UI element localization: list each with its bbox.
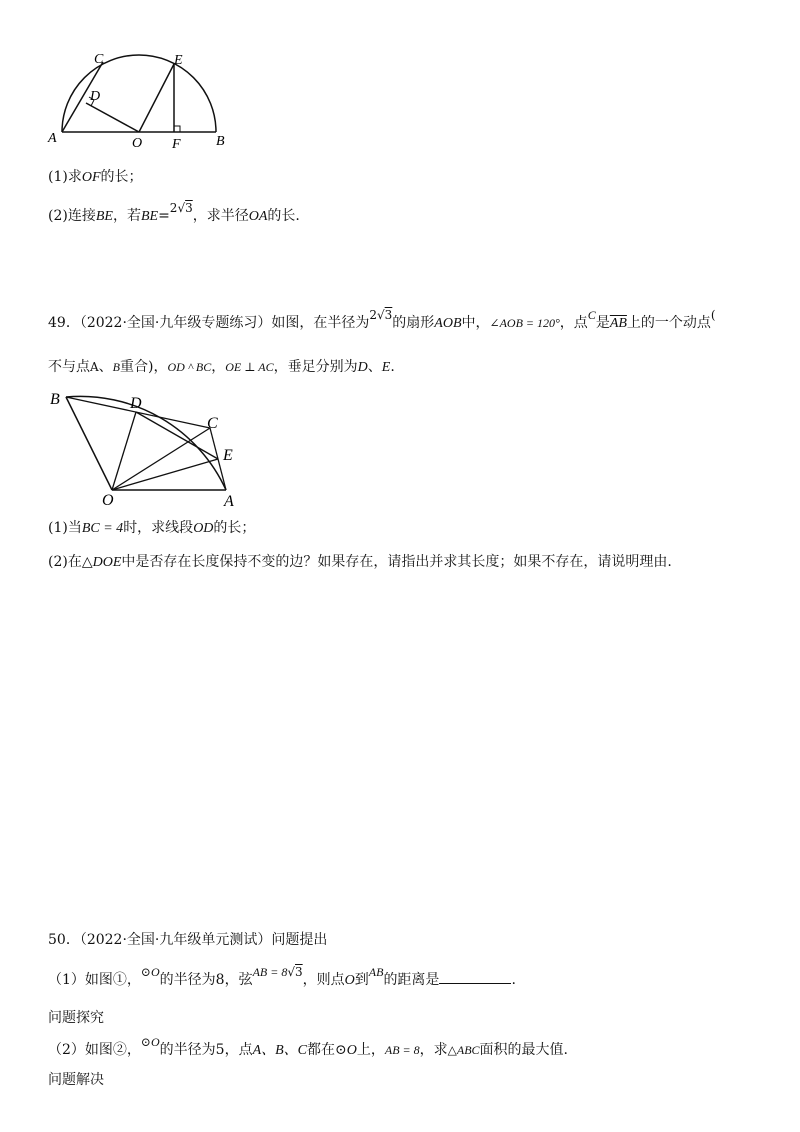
label-O: O [132,136,143,151]
label-D: D [90,89,101,104]
label-E: E [174,53,183,68]
p50-question-1: （1）如图①，⊙O的半径为8，弦AB = 8√3，则点O到AB的距离是 . [48,965,516,988]
p50-question-2: （2）如图②，⊙O的半径为5，点A、B、C都在⊙O上，AB = 8，求△ABC面积的最大值. [48,1035,568,1058]
p50-solve-heading: 问题解决 [48,1072,104,1088]
label-B: B [216,134,225,149]
label-D: D [130,395,142,412]
label-F: F [172,137,181,152]
answer-blank[interactable] [439,971,511,984]
sector-arc [66,396,226,490]
p49-statement-line1: 49．（2022·全国·九年级专题练习）如图，在半径为2√3的扇形AOB中，∠AOB = 120°，点C是$\overline{AB}$上的一个动点( [48,308,716,331]
p48-question-1: (1)求OF的长； [48,169,143,185]
label-E: E [223,447,233,464]
p50-header: 50．（2022·全国·九年级单元测试）问题提出 [48,932,328,948]
label-A: A [48,131,57,146]
p49-statement-line2: 不与点A、B重合)，OD ^ BC，OE ⊥ AC，垂足分别为D、E. [48,359,395,375]
label-A: A [224,493,234,510]
p49-question-1: (1)当BC = 4时，求线段OD的长； [48,520,256,536]
segment-OD [112,412,136,490]
segment-OD [86,103,139,132]
figure-sector [40,382,260,512]
label-C: C [207,415,218,432]
label-O: O [102,492,114,509]
label-B: B [50,391,60,408]
label-C: C [94,52,104,67]
p50-explore-heading: 问题探究 [48,1010,104,1026]
segment-OE [112,459,218,490]
radius-OB [66,397,112,490]
p49-question-2: (2)在△DOE中是否存在长度保持不变的边？如果存在，请指出并求其长度；如果不存在，请说明理由. [48,554,672,570]
right-angle-F [174,126,180,132]
segment-OC [112,428,210,490]
segment-DE [136,412,218,459]
figure-semicircle [40,48,240,158]
p48-question-2: (2)连接BE，若BE=2√3，求半径OA的长. [48,201,300,224]
segment-OE [139,64,174,132]
